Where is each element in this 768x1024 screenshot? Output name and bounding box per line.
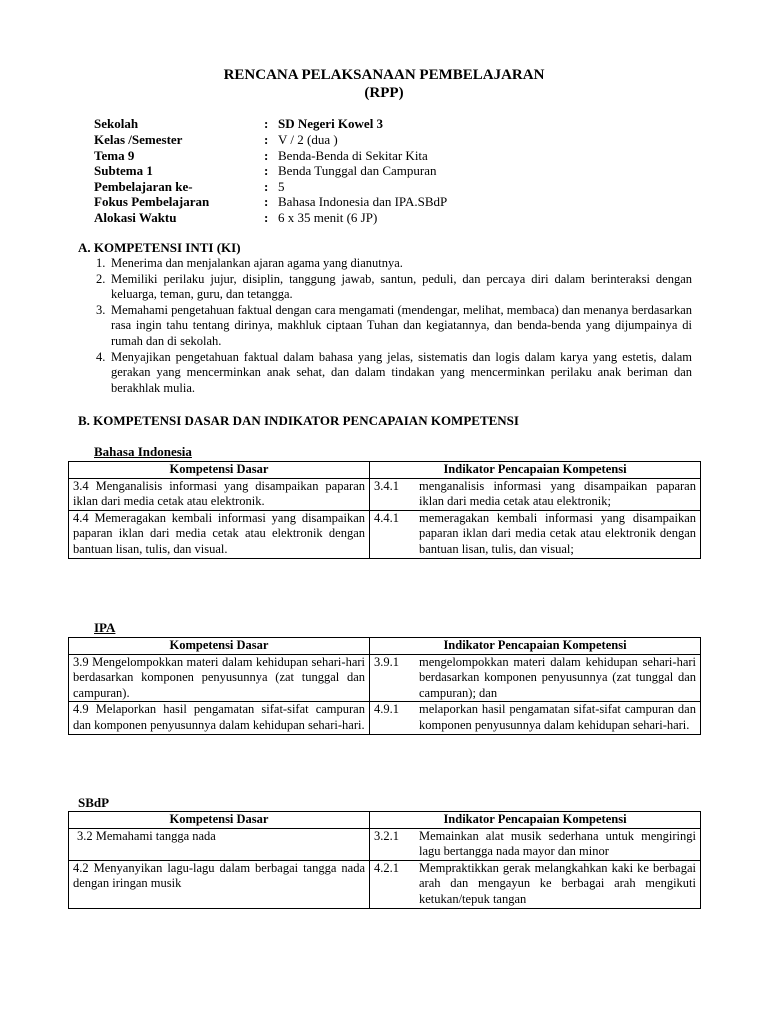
ki-list	[96, 256, 692, 396]
table-row	[69, 702, 701, 734]
identity-value: Benda-Benda di Sekitar Kita	[278, 148, 428, 163]
table-row	[69, 654, 701, 702]
ipk-text: Memainkan alat musik sederhana untuk mengiringi lagu bertangga nada mayor dan minor	[419, 828, 696, 859]
ipk-text: mengelompokkan materi dalam kehidupan sehari-hari berdasarkan komponen penyusunnya (zat tunggal dan campuran); dan	[419, 654, 696, 700]
ipk-number: 3.9.1	[374, 654, 399, 669]
ipk-cell	[370, 478, 701, 510]
identity-value: 6 x 35 menit (6 JP)	[278, 210, 378, 225]
kd-cell: 3.9 Mengelompokkan materi dalam kehidupan sehari-hari berdasarkan komponen penyusunnya (zat tunggal dan campuran).	[69, 654, 370, 702]
header-kompetensi-dasar: Kompetensi Dasar	[69, 638, 370, 655]
subject-label-sbdp: SBdP	[78, 795, 110, 810]
identity-colon: :	[264, 116, 269, 131]
section-b-heading: B. KOMPETENSI DASAR DAN INDIKATOR PENCAPAIAN KOMPETENSI	[78, 413, 519, 428]
header-kompetensi-dasar: Kompetensi Dasar	[69, 812, 370, 829]
identity-colon: :	[264, 194, 269, 209]
ki-item-text: Menerima dan menjalankan ajaran agama yang dianutnya.	[111, 256, 403, 270]
kd-cell: 3.4 Menganalisis informasi yang disampaikan paparan iklan dari media cetak atau elektronik.	[69, 478, 370, 510]
identity-value: V / 2 (dua )	[278, 132, 338, 147]
ipk-text: melaporkan hasil pengamatan sifat-sifat campuran dan komponen penyusunnya dalam kehidupan sehari-hari.	[419, 702, 696, 732]
ki-item	[96, 272, 692, 303]
ipk-text: Mempraktikkan gerak melangkahkan kaki ke berbagai arah dan mengayun ke berbagai arah mengikuti ketukan/tepuk tangan	[419, 860, 696, 906]
table-bahasa-indonesia	[68, 461, 701, 559]
document-subtitle: (RPP)	[364, 85, 404, 101]
kd-cell: 4.9 Melaporkan hasil pengamatan sifat-sifat campuran dan komponen penyusunnya dalam kehidupan sehari-hari.	[69, 702, 370, 734]
ki-item-text: Memahami pengetahuan faktual dengan cara mengamati (mendengar, melihat, membaca) dan menanya berdasarkan rasa ingin tahu tentang dirinya, makhluk ciptaan Tuhan dan kegiatannya, dan benda-benda yang dijumpainya di rumah dan di sekolah.	[111, 302, 692, 348]
ipk-text: memeragakan kembali informasi yang disampaikan paparan iklan dari media cetak atau elektronik dengan bantuan lisan, tulis, dan visual;	[419, 510, 696, 556]
ki-item	[96, 350, 692, 397]
ipk-number: 3.2.1	[374, 828, 399, 843]
ki-item-number: 4.	[96, 349, 106, 364]
subject-label-bahasa: Bahasa Indonesia	[94, 444, 192, 459]
section-a-heading: A. KOMPETENSI INTI (KI)	[78, 240, 241, 255]
identity-key: Subtema 1	[94, 163, 153, 178]
ipk-cell	[370, 510, 701, 558]
table-header-row	[69, 812, 701, 829]
table-ipa	[68, 637, 701, 735]
ki-item-number: 1.	[96, 256, 106, 270]
ipk-text: menganalisis informasi yang disampaikan paparan iklan dari media cetak atau elektronik;	[419, 478, 696, 509]
identity-colon: :	[264, 148, 269, 163]
ipk-cell	[370, 654, 701, 702]
kd-cell: 3.2 Memahami tangga nada	[69, 828, 370, 860]
ki-item	[96, 303, 692, 350]
header-indikator: Indikator Pencapaian Kompetensi	[370, 462, 701, 479]
ki-item-text: Memiliki perilaku jujur, disiplin, tanggung jawab, santun, peduli, dan percaya diri dalam berinteraksi dengan keluarga, teman, guru, dan tetangga.	[111, 271, 692, 302]
header-indikator: Indikator Pencapaian Kompetensi	[370, 638, 701, 655]
ipk-cell	[370, 828, 701, 860]
identity-key: Alokasi Waktu	[94, 210, 177, 225]
table-row	[69, 860, 701, 908]
ipk-number: 4.9.1	[374, 702, 399, 717]
table-row	[69, 510, 701, 558]
ipk-number: 3.4.1	[374, 478, 399, 493]
table-sbdp	[68, 811, 701, 909]
identity-value: 5	[278, 179, 285, 194]
identity-key: Tema 9	[94, 148, 135, 163]
identity-key: Kelas /Semester	[94, 132, 183, 147]
identity-colon: :	[264, 179, 269, 194]
ipk-number: 4.4.1	[374, 510, 399, 525]
identity-key: Pembelajaran ke-	[94, 179, 193, 194]
identity-colon: :	[264, 163, 269, 178]
identity-value: Benda Tunggal dan Campuran	[278, 163, 437, 178]
header-indikator: Indikator Pencapaian Kompetensi	[370, 812, 701, 829]
identity-key: Fokus Pembelajaran	[94, 194, 210, 209]
identity-value: SD Negeri Kowel 3	[278, 116, 384, 131]
identity-key: Sekolah	[94, 116, 139, 131]
ki-item	[96, 256, 692, 272]
table-header-row	[69, 638, 701, 655]
ipk-cell	[370, 702, 701, 734]
kd-cell: 4.4 Memeragakan kembali informasi yang disampaikan paparan iklan dari media cetak atau elektronik dengan bantuan lisan, tulis, dan visual.	[69, 510, 370, 558]
header-kompetensi-dasar: Kompetensi Dasar	[69, 462, 370, 479]
table-row	[69, 478, 701, 510]
document-title: RENCANA PELAKSANAAN PEMBELAJARAN	[223, 67, 545, 83]
identity-colon: :	[264, 132, 269, 147]
ki-item-number: 2.	[96, 271, 106, 286]
identity-value: Bahasa Indonesia dan IPA.SBdP	[278, 194, 448, 209]
kd-cell: 4.2 Menyanyikan lagu-lagu dalam berbagai tangga nada dengan iringan musik	[69, 860, 370, 908]
ki-item-text: Menyajikan pengetahuan faktual dalam bahasa yang jelas, sistematis dan logis dalam karya yang estetis, dalam gerakan yang mencerminkan anak sehat, dan dalam tindakan yang mencerminkan perilaku anak beriman dan berakhlak mulia.	[111, 349, 692, 395]
subject-label-ipa: IPA	[94, 620, 116, 635]
ipk-cell	[370, 860, 701, 908]
identity-colon: :	[264, 210, 269, 225]
table-header-row	[69, 462, 701, 479]
table-row	[69, 828, 701, 860]
ki-item-number: 3.	[96, 302, 106, 317]
ipk-number: 4.2.1	[374, 860, 399, 875]
